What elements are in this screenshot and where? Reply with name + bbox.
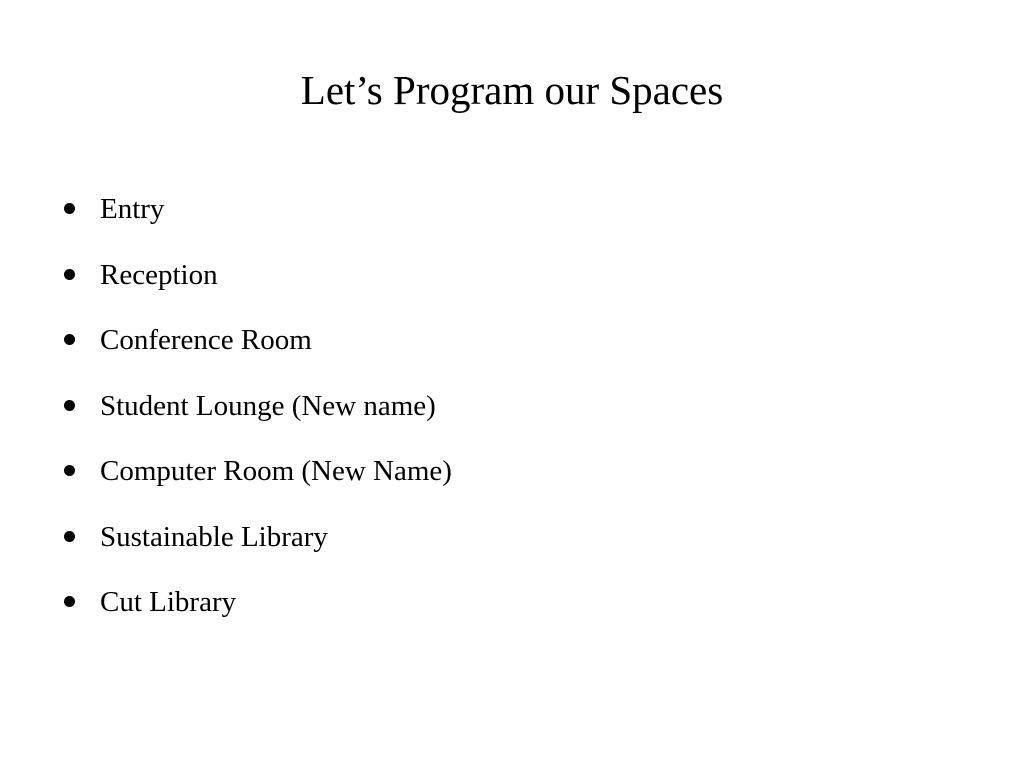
bullet-text-cut-library: Cut Library bbox=[100, 586, 237, 618]
bullet-text-conference-room: Conference Room bbox=[100, 324, 312, 356]
slide-title: Let’s Program our Spaces bbox=[300, 67, 724, 113]
bullet-icon bbox=[64, 400, 75, 411]
bullet-text-sustainable-library: Sustainable Library bbox=[100, 520, 328, 553]
bullet-icon bbox=[64, 531, 75, 542]
bullet-icon bbox=[64, 269, 75, 280]
bullet-icon bbox=[64, 203, 75, 214]
bullet-text-reception: Reception bbox=[100, 258, 218, 291]
bullet-icon bbox=[64, 334, 75, 345]
bullet-icon bbox=[64, 596, 75, 607]
bullet-text-computer-room: Computer Room (New Name) bbox=[100, 455, 452, 487]
bullet-text-entry: Entry bbox=[100, 193, 165, 225]
bullet-text-student-lounge: Student Lounge (New name) bbox=[100, 389, 436, 422]
bullet-icon bbox=[64, 465, 75, 476]
